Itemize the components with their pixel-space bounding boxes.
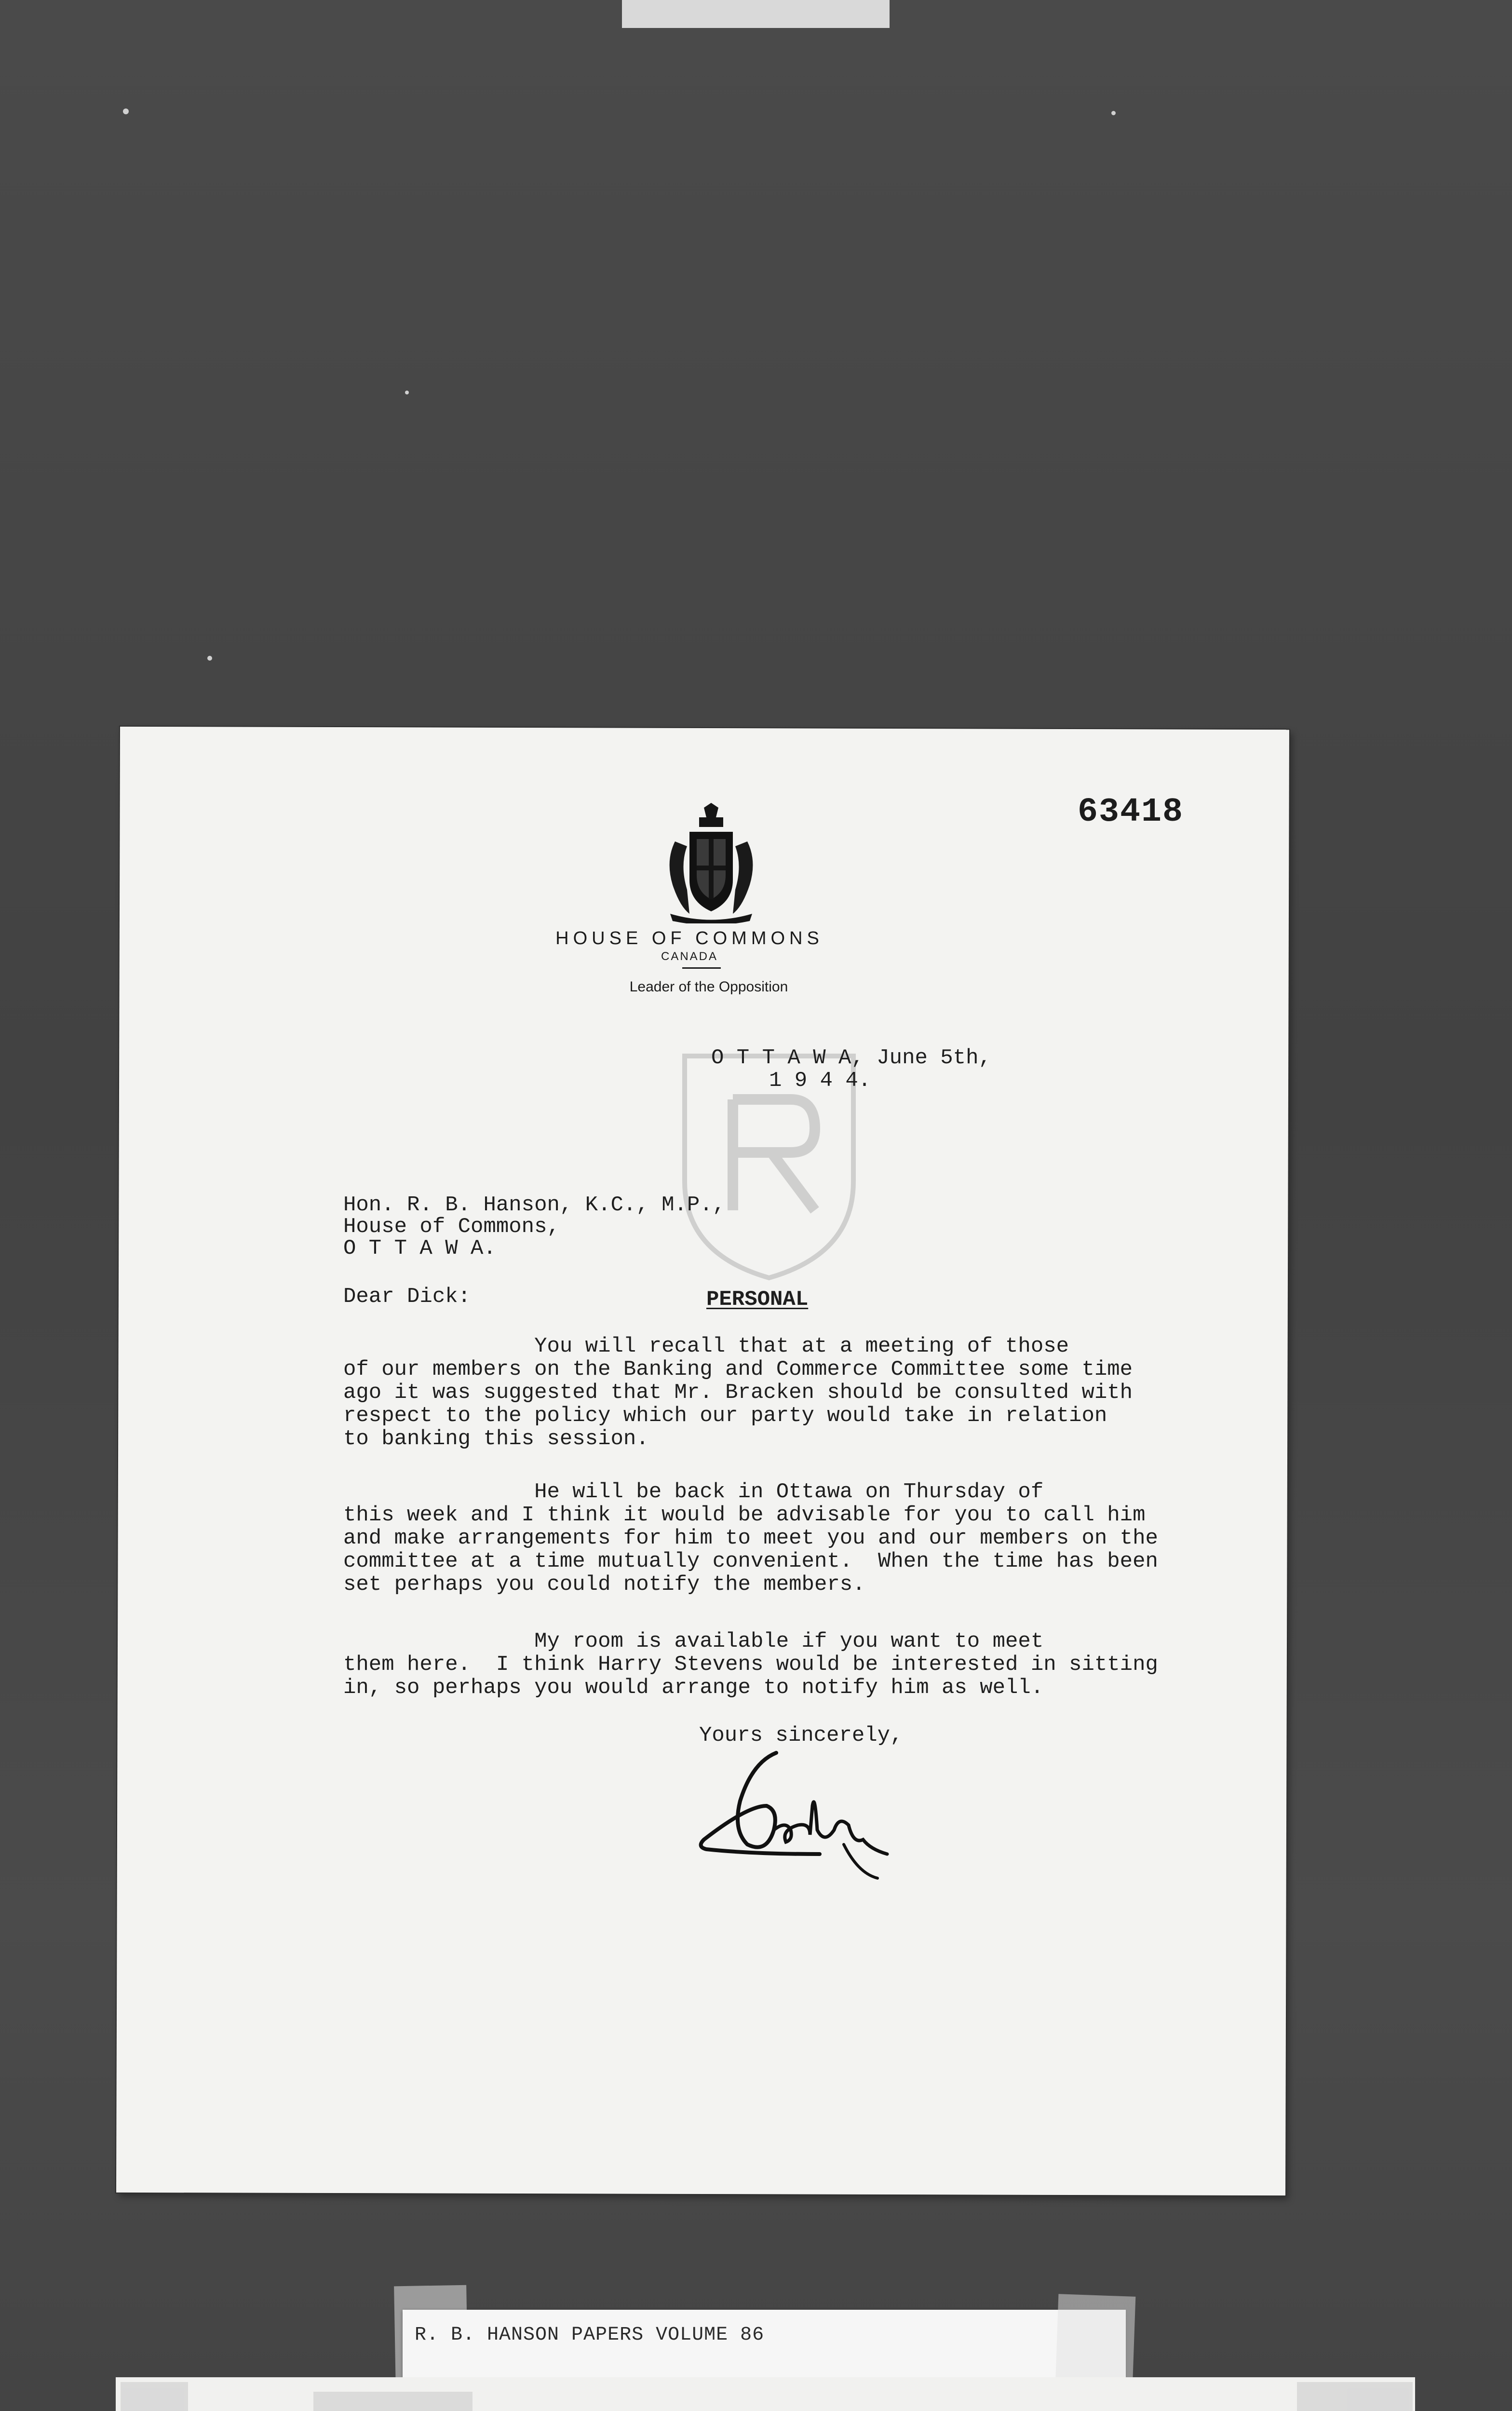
closing: Yours sincerely, xyxy=(699,1723,903,1747)
body-line: to banking this session. xyxy=(343,1427,649,1451)
letterhead-subtitle: CANADA xyxy=(661,950,718,963)
dust-speck xyxy=(207,656,212,661)
body-line: set perhaps you could notify the members. xyxy=(343,1572,865,1597)
personal-marking: PERSONAL xyxy=(706,1287,809,1312)
dust-speck xyxy=(405,391,409,394)
body-line: My room is available if you want to meet xyxy=(343,1629,1044,1653)
dust-speck xyxy=(123,108,129,114)
dust-speck xyxy=(1111,111,1116,115)
top-tab xyxy=(622,0,890,28)
body-line: committee at a time mutually convenient. When the time has been xyxy=(343,1549,1158,1573)
body-line: respect to the policy which our party would take in relation xyxy=(343,1404,1107,1428)
archive-stamp-card xyxy=(116,2377,1415,2411)
salutation: Dear Dick: xyxy=(343,1285,471,1309)
dateline-place-date: O T T A W A, June 5th, xyxy=(711,1046,991,1070)
addressee-line: House of Commons, xyxy=(343,1215,560,1239)
document-number: 63418 xyxy=(1078,793,1184,831)
addressee-line: O T T A W A. xyxy=(343,1236,496,1260)
body-line: You will recall that at a meeting of those xyxy=(343,1334,1069,1358)
body-line: in, so perhaps you would arrange to notify him as well. xyxy=(343,1676,1044,1700)
body-line: this week and I think it would be advisable for you to call him xyxy=(343,1503,1146,1527)
body-line: them here. I think Harry Stevens would be interested in sitting xyxy=(343,1652,1158,1677)
tape-strip xyxy=(313,2392,472,2411)
body-line: and make arrangements for him to meet you and our members on the xyxy=(343,1526,1158,1550)
volume-label: R. B. HANSON PAPERS VOLUME 86 xyxy=(415,2324,765,2346)
tape-strip xyxy=(1297,2382,1413,2411)
body-line: He will be back in Ottawa on Thursday of xyxy=(343,1480,1044,1504)
letterhead-office: Leader of the Opposition xyxy=(629,979,788,995)
tape-strip xyxy=(121,2382,188,2411)
letterhead-rule xyxy=(682,967,721,969)
coat-of-arms-icon xyxy=(661,803,762,923)
body-line: ago it was suggested that Mr. Bracken should be consulted with xyxy=(343,1381,1133,1405)
handwritten-signature xyxy=(694,1734,897,1893)
addressee-line: Hon. R. B. Hanson, K.C., M.P., xyxy=(343,1193,726,1217)
body-line: of our members on the Banking and Commerce Committee some time xyxy=(343,1357,1133,1382)
letterhead-title: HOUSE OF COMMONS xyxy=(555,928,824,948)
dateline-year: 1 9 4 4. xyxy=(769,1069,871,1093)
